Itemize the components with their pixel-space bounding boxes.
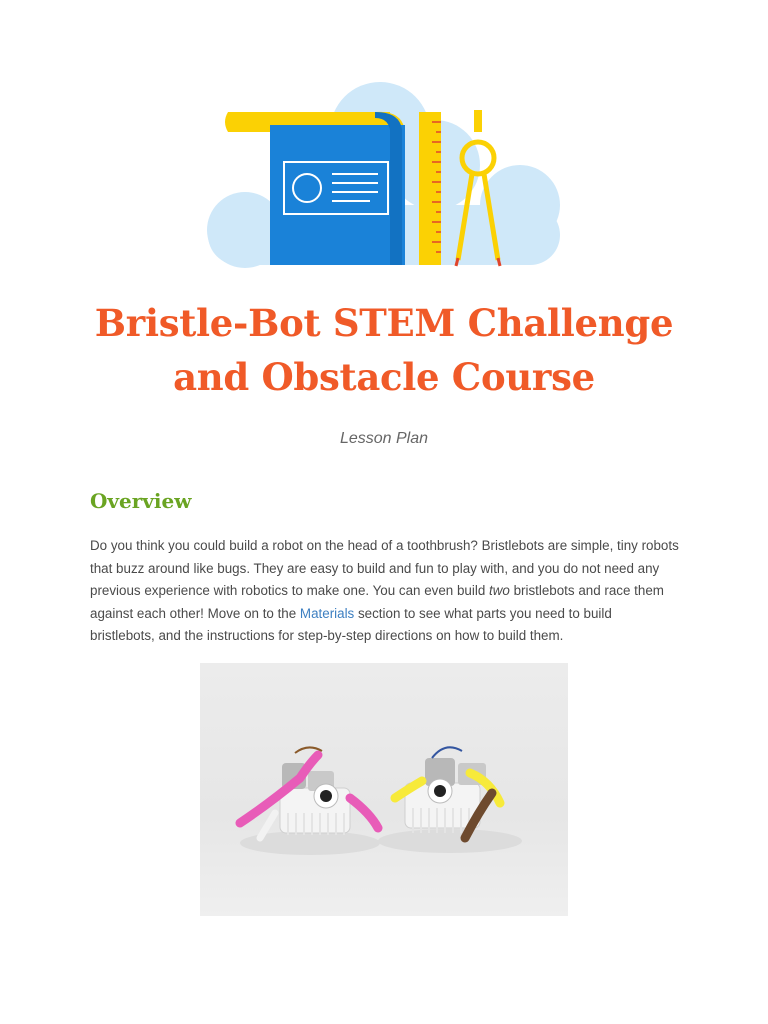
page-subtitle: Lesson Plan [339, 430, 429, 447]
page-title [40, 296, 728, 404]
overview-emphasis: two [489, 583, 510, 598]
page-title-line-1: Bristle-Bot STEM Challenge [94, 301, 674, 345]
overview-text-3: section to see what parts you need to build bristlebots, and the instructions for step-by-step directions on how to build them. [90, 605, 612, 643]
overview-heading: Overview [90, 489, 192, 513]
materials-link[interactable]: Materials [299, 605, 355, 621]
overview-text-2: bristlebots and race them against each other! Move on to the [90, 583, 664, 621]
lesson-plan-illustration-icon [200, 70, 570, 270]
overview-paragraph [90, 535, 680, 648]
page-title-line-2: and Obstacle Course [173, 355, 595, 399]
overview-text-1: Do you think you could build a robot on the head of a toothbrush? Bristlebots are simple, tiny robots that buzz around like bugs. They are easy to build and fun to play with, and you do not need any previous experience with robotics to make one. You can even build [90, 538, 679, 598]
bristlebots-photo-drawing [200, 663, 568, 916]
bristlebots-photo [200, 663, 568, 916]
